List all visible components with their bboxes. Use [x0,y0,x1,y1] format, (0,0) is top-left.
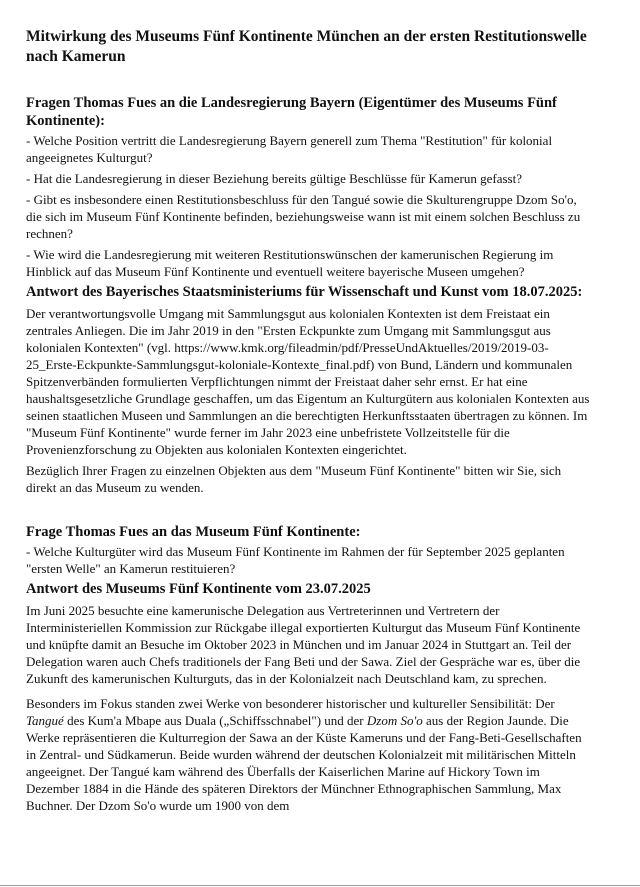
section1-heading: Fragen Thomas Fues an die Landesregierung Bayern (Eigentümer des Museums Fünf Kontinente): [26,95,557,129]
dzom-soo-term: Dzom So'o [366,713,423,728]
document-title: Mitwirkung des Museums Fünf Kontinente München an der ersten Restitutionswelle nach Kamerun [26,28,587,65]
section1-question-3: - Gibt es insbesondere einen Restitutionsbeschluss für den Tangué sowie die Skulturengruppe Dzom So'o, die sich im Museum Fünf Kontinente befinden, beziehungsweise wann ist mit einem solchen Beschluss zu rechnen? [26,192,581,241]
section2-heading: Frage Thomas Fues an das Museum Fünf Kontinente: [26,524,361,540]
answer2-paragraph-2 [26,695,591,814]
section2-question-1: - Welche Kulturgüter wird das Museum Fünf Kontinente im Rahmen der für September 2025 geplanten "ersten Welle" an Kamerun restituieren? [26,544,565,576]
answer2-paragraph-1: Im Juni 2025 besuchte eine kamerunische Delegation aus Vertreterinnen und Vertretern der Interministeriellen Kommission zur Rückgabe illegal exportierten Kulturgut das Museum Fünf Kontinente und knüpfte damit an Besuche im Oktober 2023 in München und im Januar 2024 in Stuttgart an. Teil der Delegation waren auch Chefs traditionels der Fang Beti und der Sawa. Ziel der Gespräche war es, über die Zukunft des kamerunischen Kulturguts, das in der Kolonialzeit nach Deutschland kam, zu sprechen. [26,603,581,686]
answer2-p2-part-a: Besonders im Fokus standen zwei Werke von besonderer historischer und kultureller Sensibilität: Der [26,696,555,711]
page-bottom-divider [0,885,640,886]
answer1-heading: Antwort des Bayerisches Staatsministeriums für Wissenschaft und Kunst vom 18.07.2025: [26,284,583,300]
answer2-p2-part-b: des Kum'a Mbape aus Duala („Schiffsschnabel") und der [63,713,367,728]
answer2-heading: Antwort des Museums Fünf Kontinente vom 23.07.2025 [26,581,371,597]
answer1-paragraph-1: Der verantwortungsvolle Umgang mit Sammlungsgut aus kolonialen Kontexten ist dem Freistaat ein zentrales Anliegen. Die im Jahr 2019 in den "Ersten Eckpunkte zum Umgang mit Sammlungsgut aus kolonialen Kontexten" (vgl. https://www.kmk.org/fileadmin/pdf/PresseUndAktuelles/2019/2019-03-25_Erste-Eckpunkte-Sammlungsgut-koloniale-Kontexte_final.pdf) von Bund, Ländern und kommunalen Spitzenverbänden formulierten Verpflichtungen nimmt der Freistaat daher sehr ernst. Er hat eine haushaltsgesetzliche Grundlage geschaffen, um das Eigentum an Kulturgütern aus kolonialen Kontexten aus seinen staatlichen Museen und Sammlungen an die berechtigten Herkunftsstaaten übertragen zu können. Im "Museum Fünf Kontinente" wurde ferner im Jahr 2023 eine unbefristete Vollzeitstelle für die Provenienzforschung zu Objekten aus kolonialen Kontexten eingerichtet. [26,306,590,457]
answer1-paragraph-2: Bezüglich Ihrer Fragen zu einzelnen Objekten aus dem "Museum Fünf Kontinente" bitten wir Sie, sich direkt an das Museum zu wenden. [26,463,562,495]
answer2-p2-part-c: aus der Region Jaunde. Die Werke repräsentieren die Kulturregion der Sawa an der Küste Kameruns und der Fang-Beti-Gesellschaften in Zentral- und Südkamerun. Beide wurden während der deutschen Kolonialzeit mit militärischen Mitteln angeeignet. Der Tangué kam während des Überfalls der Kaiserlichen Marine auf Hickory Town im Dezember 1884 in die Hände des späteren Direktors der Münchner Ethnographischen Sammlung, Max Buchner. Der Dzom So'o wurde um 1900 von dem [26,713,582,813]
document-body [26,27,591,814]
section1-question-4: - Wie wird die Landesregierung mit weiteren Restitutionswünschen der kamerunischen Regierung im Hinblick auf das Museum Fünf Kontinente und eventuell weitere bayerische Museen umgehen? [26,247,554,279]
section1-question-1: - Welche Position vertritt die Landesregierung Bayern generell zum Thema "Restitution" für kolonial angeeignetes Kulturgut? [26,133,553,165]
section1-question-2: - Hat die Landesregierung in dieser Beziehung bereits gültige Beschlüsse für Kamerun gefasst? [26,171,522,186]
tangue-term: Tangué [26,713,64,728]
